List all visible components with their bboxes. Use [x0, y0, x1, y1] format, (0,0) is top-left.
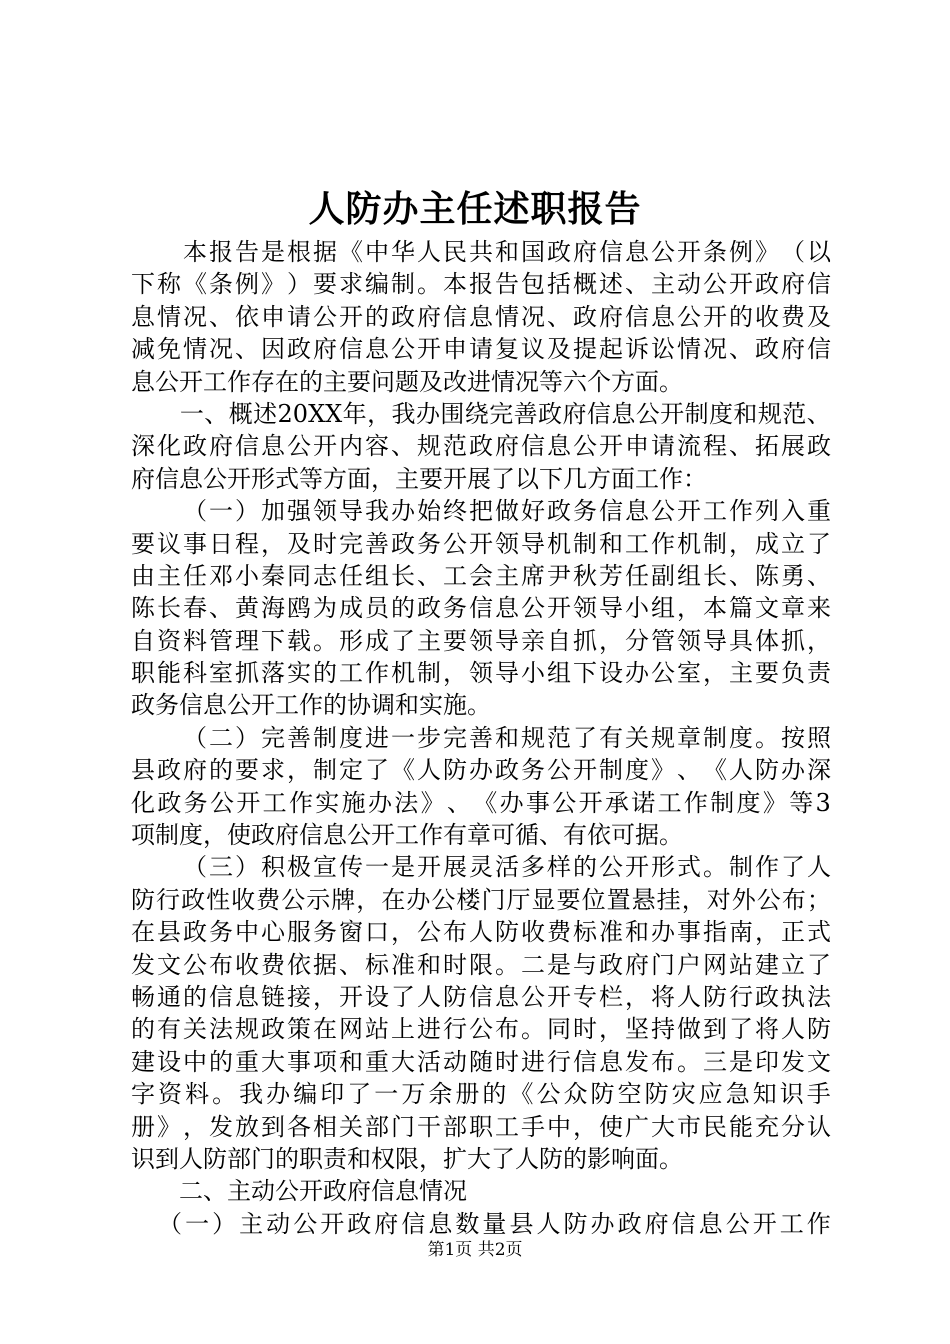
text-line: 息 情 况 、 依 申 请 公 开 的 政 府 信 息 情 况 、 政 府 信 息 公 开 的 收 费 及: [131, 302, 831, 331]
text-line: （ 三 ） 积 极 宣 传 一 是 开 展 灵 活 多 样 的 公 开 形 式 。 制 作 了 人: [183, 853, 831, 882]
text-line: 本 报 告 是 根 据 《 中 华 人 民 共 和 国 政 府 信 息 公 开 条 例 》 （ 以: [183, 238, 831, 266]
text-line: 化 政 务 公 开 工 作 实 施 办 法 》 、 《 办 事 公 开 承 诺 工 作 制 度 》 等 3: [131, 788, 831, 817]
text-line: 减 免 情 况 、 因 政 府 信 息 公 开 申 请 复 议 及 提 起 诉 讼 情 况 、 政 府 信: [131, 335, 831, 364]
text-line: 二 、 主 动 公 开 政 府 信 息 情 况: [179, 1177, 467, 1206]
text-line: （ 二 ） 完 善 制 度 进 一 步 完 善 和 规 范 了 有 关 规 章 制 度 。 按 照: [183, 723, 831, 752]
text-line: 自 资 料 管 理 下 载 。 形 成 了 主 要 领 导 亲 自 抓 ， 分 管 领 导 具 体 抓 ，: [131, 626, 831, 655]
text-line: 在 县 政 务 中 心 服 务 窗 口 ， 公 布 人 防 收 费 标 准 和 办 事 指 南 ， 正 式: [131, 918, 831, 947]
text-line: 职 能 科 室 抓 落 实 的 工 作 机 制 ， 领 导 小 组 下 设 办 公 室 ， 主 要 负 责: [131, 659, 831, 688]
text-line: 的 有 关 法 规 政 策 在 网 站 上 进 行 公 布 。 同 时 ， 坚 持 做 到 了 将 人 防: [131, 1015, 831, 1044]
text-line: 息 公 开 工 作 存 在 的 主 要 问 题 及 改 进 情 况 等 六 个 方 面 。: [131, 367, 683, 396]
text-line: 识 到 人 防 部 门 的 职 责 和 权 限 ， 扩 大 了 人 防 的 影 响 面 。: [131, 1144, 683, 1173]
text-line: 防 行 政 性 收 费 公 示 牌 ， 在 办 公 楼 门 厅 显 要 位 置 悬 挂 ， 对 外 公 布 ；: [131, 885, 831, 914]
text-line: 发 文 公 布 收 费 依 据 、 标 准 和 时 限 。 二 是 与 政 府 门 户 网 站 建 立 了: [131, 950, 831, 979]
text-line: 要 议 事 日 程 ， 及 时 完 善 政 务 公 开 领 导 机 制 和 工 作 机 制 ， 成 立 了: [131, 529, 831, 558]
text-line: 项 制 度 ， 使 政 府 信 息 公 开 工 作 有 章 可 循 、 有 依 可 据 。: [131, 821, 683, 850]
text-line: 建 设 中 的 重 大 事 项 和 重 大 活 动 随 时 进 行 信 息 发 布 。 三 是 印 发 文: [131, 1047, 831, 1076]
text-line: 由 主 任 邓 小 秦 同 志 任 组 长 、 工 会 主 席 尹 秋 芳 任 副 组 长 、 陈 勇 、: [131, 561, 831, 590]
text-line: 册 》 ， 发 放 到 各 相 关 部 门 干 部 职 工 手 中 ， 使 广 大 市 民 能 充 分 认: [131, 1112, 831, 1141]
text-line: （ 一 ） 加 强 领 导 我 办 始 终 把 做 好 政 务 信 息 公 开 工 作 列 入 重: [183, 497, 831, 526]
text-line: 政 务 信 息 公 开 工 作 的 协 调 和 实 施 。: [131, 691, 491, 720]
text-line: （ 一 ） 主 动 公 开 政 府 信 息 数 量 县 人 防 办 政 府 信 息 公 开 工 作: [158, 1209, 831, 1238]
text-line: 府 信 息 公 开 形 式 等 方 面 ， 主 要 开 展 了 以 下 几 方 面 工 作 ：: [131, 464, 707, 493]
text-line: 字 资 料 。 我 办 编 印 了 一 万 余 册 的 《 公 众 防 空 防 灾 应 急 知 识 手: [131, 1080, 831, 1109]
text-line: 县 政 府 的 要 求 ， 制 定 了 《 人 防 办 政 务 公 开 制 度 》 、 《 人 防 办 深: [131, 756, 831, 785]
document-body: [131, 236, 831, 1240]
text-line: 下 称 《 条 例 》 ） 要 求 编 制 。 本 报 告 包 括 概 述 、 主 动 公 开 政 府 信: [131, 270, 831, 299]
page-footer: 第1页 共2页: [427, 1240, 523, 1260]
document-title: 人防办主任述职报告: [308, 188, 642, 230]
text-line: 深 化 政 府 信 息 公 开 内 容 、 规 范 政 府 信 息 公 开 申 请 流 程 、 拓 展 政: [131, 432, 831, 461]
text-line: 一 、 概 述 20XX 年 ， 我 办 围 绕 完 善 政 府 信 息 公 开 制 度 和 规 范 、: [179, 399, 831, 428]
text-line: 畅 通 的 信 息 链 接 ， 开 设 了 人 防 信 息 公 开 专 栏 ， 将 人 防 行 政 执 法: [131, 982, 831, 1011]
text-line: 陈 长 春 、 黄 海 鸥 为 成 员 的 政 务 信 息 公 开 领 导 小 组 ， 本 篇 文 章 来: [131, 594, 831, 623]
